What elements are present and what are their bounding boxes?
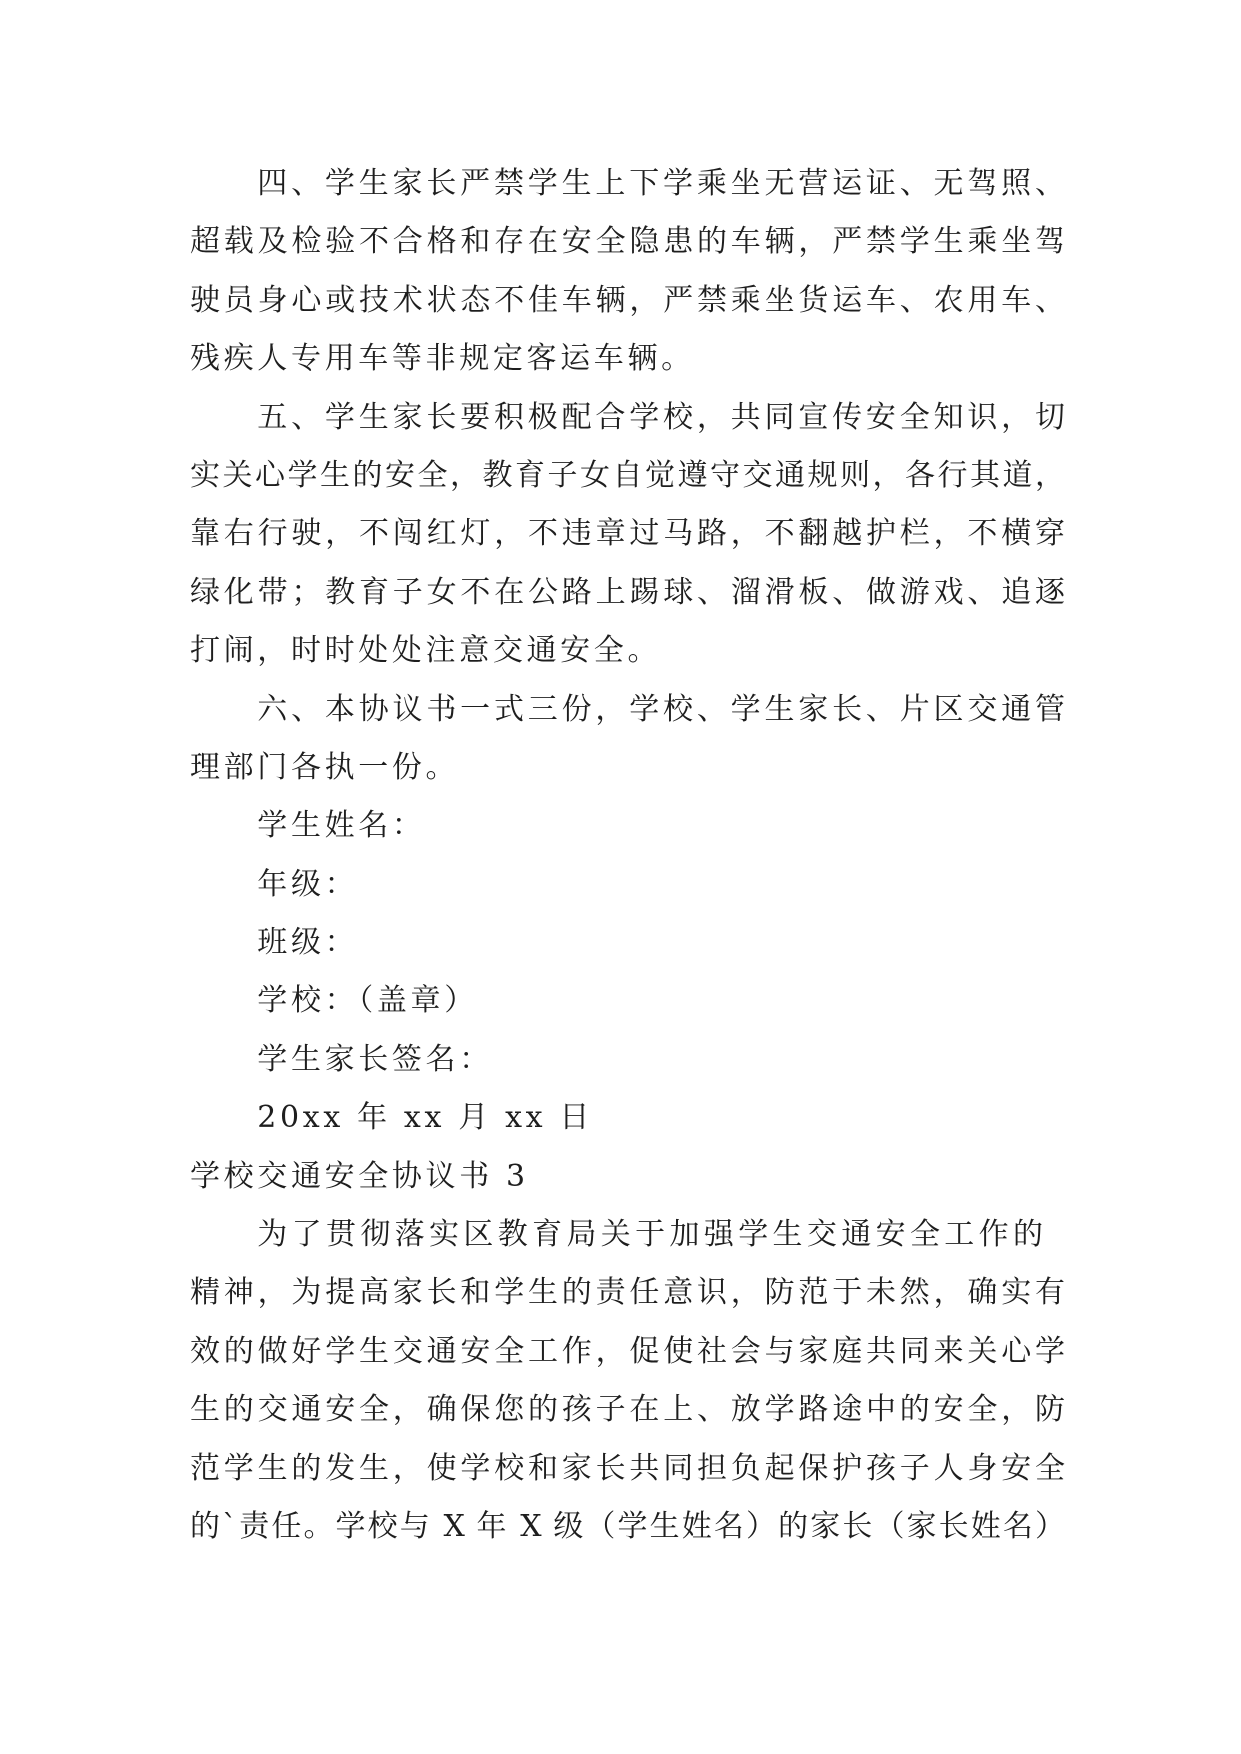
school-seal-label: 学校：（盖章）	[257, 983, 478, 1019]
paragraph-line: 精神，为提高家长和学生的责任意识，防范于未然，确实有	[190, 1275, 1065, 1311]
paragraph-line: 实关心学生的安全，教育子女自觉遵守交通规则，各行其道，	[190, 457, 1065, 493]
clause-5-paragraph	[190, 389, 1065, 681]
grade-label: 年级：	[257, 866, 359, 902]
class-label: 班级：	[257, 925, 359, 961]
paragraph-line: 效的做好学生交通安全工作，促使社会与家庭共同来关心学	[190, 1333, 1065, 1369]
paragraph-line: 六、本协议书一式三份，学校、学生家长、片区交通管	[257, 691, 1065, 727]
student-name-label: 学生姓名：	[257, 808, 426, 844]
paragraph-line: 理部门各执一份。	[190, 749, 460, 785]
paragraph-line: 为了贯彻落实区教育局关于加强学生交通安全工作的	[257, 1217, 1043, 1253]
paragraph-line: 生的交通安全，确保您的孩子在上、放学路途中的安全，防	[190, 1392, 1065, 1428]
paragraph-line: 五、学生家长要积极配合学校，共同宣传安全知识，切	[257, 399, 1065, 435]
clause-4-paragraph	[190, 155, 1065, 389]
paragraph-line: 靠右行驶，不闯红灯，不违章过马路，不翻越护栏，不横穿	[190, 516, 1065, 552]
paragraph-line: 打闹，时时处处注意交通安全。	[190, 633, 662, 669]
paragraph-line: 绿化带；教育子女不在公路上踢球、溜滑板、做游戏、追逐	[190, 574, 1065, 610]
signature-block	[190, 797, 1065, 1147]
paragraph-line: 四、学生家长严禁学生上下学乘坐无营运证、无驾照、	[257, 166, 1065, 201]
intro-paragraph	[190, 1206, 1065, 1556]
section-title: 学校交通安全协议书 3	[190, 1158, 529, 1194]
paragraph-line: 的`责任。学校与 X 年 X 级（学生姓名）的家长（家长姓名）	[190, 1508, 1065, 1544]
paragraph-line: 范学生的发生，使学校和家长共同担负起保护孩子人身安全	[190, 1450, 1065, 1486]
date-line: 20xx 年 xx 月 xx 日	[257, 1100, 594, 1136]
parent-signature-label: 学生家长签名：	[257, 1041, 493, 1077]
paragraph-line: 超载及检验不合格和存在安全隐患的车辆，严禁学生乘坐驾	[190, 224, 1065, 260]
document-body	[190, 155, 1065, 1556]
paragraph-line: 驶员身心或技术状态不佳车辆，严禁乘坐货运车、农用车、	[190, 282, 1065, 318]
paragraph-line: 残疾人专用车等非规定客运车辆。	[190, 341, 695, 377]
clause-6-paragraph	[190, 681, 1065, 798]
